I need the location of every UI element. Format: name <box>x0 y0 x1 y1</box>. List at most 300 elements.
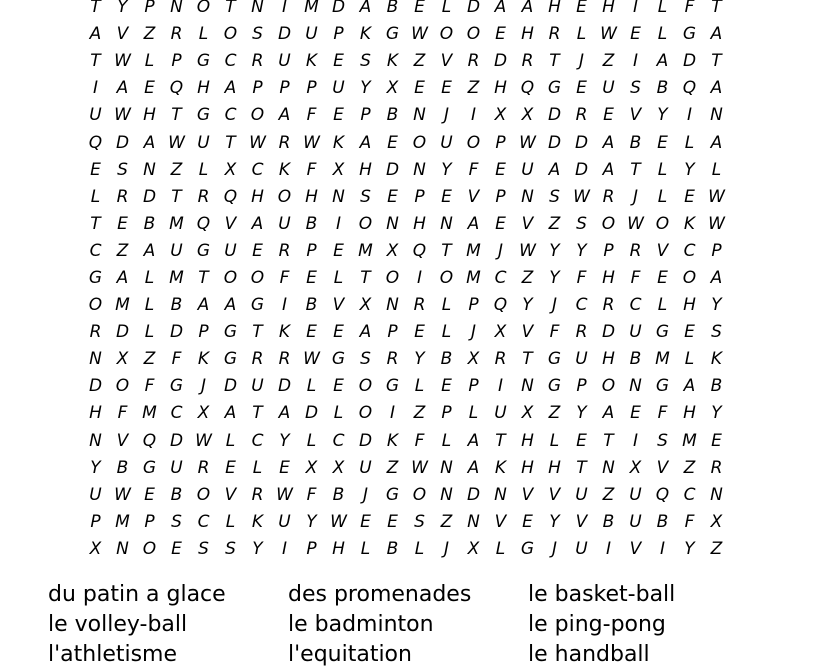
grid-letter[interactable]: G <box>142 457 157 478</box>
grid-letter[interactable]: E <box>333 51 344 72</box>
grid-letter[interactable]: T <box>252 322 263 343</box>
grid-letter[interactable]: F <box>171 349 182 370</box>
grid-letter[interactable]: O <box>412 132 427 153</box>
grid-letter[interactable]: P <box>333 24 344 45</box>
grid-letter[interactable]: L <box>414 376 425 397</box>
grid-letter[interactable]: H <box>521 24 534 45</box>
grid-letter[interactable]: U <box>89 105 102 126</box>
grid-letter[interactable]: X <box>710 511 723 532</box>
grid-letter[interactable]: N <box>521 376 534 397</box>
grid-letter[interactable]: E <box>495 213 506 234</box>
grid-letter[interactable]: N <box>170 0 183 18</box>
grid-letter[interactable]: Y <box>414 349 425 370</box>
grid-letter[interactable]: G <box>655 376 670 397</box>
grid-letter[interactable]: U <box>521 159 534 180</box>
grid-letter[interactable]: W <box>411 457 428 478</box>
grid-letter[interactable]: C <box>251 159 264 180</box>
grid-letter[interactable]: A <box>467 213 480 234</box>
grid-letter[interactable]: T <box>522 349 533 370</box>
grid-letter[interactable]: L <box>684 132 695 153</box>
grid-letter[interactable]: E <box>144 78 155 99</box>
grid-letter[interactable]: Z <box>683 457 696 478</box>
grid-letter[interactable]: B <box>440 349 453 370</box>
grid-letter[interactable]: T <box>171 186 182 207</box>
grid-letter[interactable]: H <box>548 0 561 18</box>
grid-letter[interactable]: E <box>441 186 452 207</box>
grid-letter[interactable]: Q <box>223 186 238 207</box>
grid-letter[interactable]: L <box>576 24 587 45</box>
grid-letter[interactable]: Z <box>602 51 615 72</box>
grid-letter[interactable]: L <box>684 349 695 370</box>
grid-letter[interactable]: E <box>576 78 587 99</box>
grid-letter[interactable]: M <box>169 267 184 288</box>
grid-letter[interactable]: B <box>305 295 318 316</box>
grid-letter[interactable]: A <box>683 376 696 397</box>
grid-letter[interactable]: E <box>576 430 587 451</box>
grid-letter[interactable]: L <box>441 0 452 18</box>
grid-letter[interactable]: N <box>440 457 453 478</box>
grid-letter[interactable]: T <box>711 51 722 72</box>
grid-letter[interactable]: O <box>358 376 373 397</box>
grid-letter[interactable]: P <box>360 105 371 126</box>
grid-letter[interactable]: D <box>169 430 184 451</box>
grid-letter[interactable]: P <box>495 186 506 207</box>
grid-letter[interactable]: O <box>277 186 292 207</box>
grid-letter[interactable]: W <box>573 186 590 207</box>
grid-letter[interactable]: O <box>358 213 373 234</box>
grid-letter[interactable]: D <box>466 0 481 18</box>
grid-letter[interactable]: M <box>115 511 130 532</box>
grid-letter[interactable]: J <box>443 105 449 126</box>
grid-letter[interactable]: T <box>630 159 641 180</box>
grid-letter[interactable]: S <box>630 78 641 99</box>
grid-letter[interactable]: B <box>170 295 183 316</box>
grid-letter[interactable]: X <box>467 538 480 559</box>
grid-letter[interactable]: G <box>547 78 562 99</box>
grid-letter[interactable]: B <box>629 132 642 153</box>
grid-letter[interactable]: G <box>682 24 697 45</box>
grid-letter[interactable]: P <box>468 295 479 316</box>
grid-letter[interactable]: B <box>386 105 399 126</box>
grid-letter[interactable]: C <box>170 403 183 424</box>
grid-letter[interactable]: G <box>196 240 211 261</box>
grid-letter[interactable]: C <box>89 240 102 261</box>
grid-letter[interactable]: Q <box>655 484 670 505</box>
grid-letter[interactable]: H <box>494 78 507 99</box>
grid-letter[interactable]: G <box>88 267 103 288</box>
grid-letter[interactable]: Y <box>711 295 722 316</box>
grid-letter[interactable]: O <box>196 484 211 505</box>
grid-letter[interactable]: S <box>360 51 371 72</box>
grid-letter[interactable]: I <box>92 78 98 99</box>
grid-letter[interactable]: D <box>547 105 562 126</box>
grid-letter[interactable]: U <box>575 349 588 370</box>
grid-letter[interactable]: U <box>224 240 237 261</box>
grid-letter[interactable]: A <box>602 403 615 424</box>
grid-letter[interactable]: E <box>387 132 398 153</box>
grid-letter[interactable]: F <box>684 0 695 18</box>
grid-letter[interactable]: O <box>412 484 427 505</box>
grid-letter[interactable]: S <box>657 430 668 451</box>
grid-letter[interactable]: S <box>117 159 128 180</box>
grid-letter[interactable]: F <box>468 159 479 180</box>
grid-letter[interactable]: G <box>520 538 535 559</box>
grid-letter[interactable]: P <box>576 376 587 397</box>
grid-letter[interactable]: O <box>250 267 265 288</box>
grid-letter[interactable]: C <box>683 484 696 505</box>
grid-letter[interactable]: E <box>360 511 371 532</box>
grid-letter[interactable]: X <box>494 322 507 343</box>
grid-letter[interactable]: I <box>389 403 395 424</box>
grid-letter[interactable]: U <box>278 213 291 234</box>
grid-letter[interactable]: H <box>305 186 318 207</box>
grid-letter[interactable]: T <box>576 457 587 478</box>
grid-letter[interactable]: S <box>198 538 209 559</box>
grid-letter[interactable]: E <box>684 322 695 343</box>
grid-letter[interactable]: R <box>413 295 426 316</box>
grid-letter[interactable]: B <box>386 538 399 559</box>
grid-letter[interactable]: N <box>251 0 264 18</box>
grid-letter[interactable]: E <box>657 267 668 288</box>
grid-letter[interactable]: H <box>683 403 696 424</box>
grid-letter[interactable]: Z <box>602 484 615 505</box>
grid-letter[interactable]: M <box>142 403 157 424</box>
grid-letter[interactable]: Q <box>682 78 697 99</box>
grid-letter[interactable]: Z <box>386 457 399 478</box>
grid-letter[interactable]: V <box>521 213 534 234</box>
grid-letter[interactable]: Y <box>576 403 587 424</box>
grid-letter[interactable]: T <box>171 105 182 126</box>
grid-letter[interactable]: Y <box>441 159 452 180</box>
grid-letter[interactable]: C <box>224 51 237 72</box>
grid-letter[interactable]: Y <box>684 538 695 559</box>
grid-letter[interactable]: Y <box>360 78 371 99</box>
grid-letter[interactable]: J <box>200 376 206 397</box>
grid-letter[interactable]: R <box>251 484 264 505</box>
grid-letter[interactable]: I <box>335 213 341 234</box>
grid-letter[interactable]: V <box>656 240 669 261</box>
grid-letter[interactable]: X <box>116 349 129 370</box>
grid-letter[interactable]: E <box>279 457 290 478</box>
grid-letter[interactable]: W <box>114 484 131 505</box>
grid-letter[interactable]: V <box>116 24 129 45</box>
grid-letter[interactable]: O <box>115 376 130 397</box>
grid-letter[interactable]: S <box>414 511 425 532</box>
grid-letter[interactable]: V <box>521 484 534 505</box>
grid-letter[interactable]: R <box>467 51 480 72</box>
grid-letter[interactable]: L <box>144 322 155 343</box>
grid-letter[interactable]: H <box>521 457 534 478</box>
grid-letter[interactable]: L <box>657 159 668 180</box>
grid-letter[interactable]: N <box>332 186 345 207</box>
grid-letter[interactable]: E <box>90 159 101 180</box>
grid-letter[interactable]: X <box>386 78 399 99</box>
grid-letter[interactable]: U <box>170 457 183 478</box>
grid-letter[interactable]: V <box>224 484 237 505</box>
grid-letter[interactable]: R <box>629 240 642 261</box>
grid-letter[interactable]: L <box>333 403 344 424</box>
grid-letter[interactable]: O <box>142 538 157 559</box>
grid-letter[interactable]: L <box>306 430 317 451</box>
grid-letter[interactable]: P <box>198 322 209 343</box>
grid-letter[interactable]: B <box>170 484 183 505</box>
grid-letter[interactable]: F <box>576 267 587 288</box>
grid-letter[interactable]: U <box>332 78 345 99</box>
grid-letter[interactable]: C <box>683 240 696 261</box>
grid-letter[interactable]: A <box>710 78 723 99</box>
grid-letter[interactable]: S <box>360 186 371 207</box>
grid-letter[interactable]: C <box>629 295 642 316</box>
grid-letter[interactable]: E <box>495 24 506 45</box>
grid-letter[interactable]: X <box>224 159 237 180</box>
grid-letter[interactable]: V <box>629 105 642 126</box>
grid-letter[interactable]: P <box>90 511 101 532</box>
grid-letter[interactable]: R <box>197 457 210 478</box>
grid-letter[interactable]: P <box>279 78 290 99</box>
grid-letter[interactable]: O <box>655 213 670 234</box>
grid-letter[interactable]: T <box>90 0 101 18</box>
grid-letter[interactable]: X <box>629 457 642 478</box>
grid-letter[interactable]: E <box>414 322 425 343</box>
grid-letter[interactable]: R <box>170 24 183 45</box>
grid-letter[interactable]: V <box>548 484 561 505</box>
grid-letter[interactable]: A <box>521 0 534 18</box>
grid-letter[interactable]: Y <box>549 240 560 261</box>
grid-letter[interactable]: N <box>629 376 642 397</box>
grid-letter[interactable]: N <box>386 213 399 234</box>
grid-letter[interactable]: Y <box>711 403 722 424</box>
grid-letter[interactable]: E <box>630 403 641 424</box>
grid-letter[interactable]: D <box>142 186 157 207</box>
grid-letter[interactable]: K <box>386 430 399 451</box>
grid-letter[interactable]: B <box>116 457 129 478</box>
grid-letter[interactable]: Z <box>413 51 426 72</box>
grid-letter[interactable]: E <box>117 213 128 234</box>
grid-letter[interactable]: K <box>305 51 318 72</box>
grid-letter[interactable]: R <box>602 186 615 207</box>
grid-letter[interactable]: F <box>630 267 641 288</box>
grid-letter[interactable]: D <box>115 322 130 343</box>
grid-letter[interactable]: G <box>547 376 562 397</box>
grid-letter[interactable]: F <box>306 159 317 180</box>
grid-letter[interactable]: Z <box>548 403 561 424</box>
grid-letter[interactable]: A <box>224 78 237 99</box>
grid-letter[interactable]: K <box>251 511 264 532</box>
grid-letter[interactable]: G <box>331 349 346 370</box>
grid-letter[interactable]: T <box>360 267 371 288</box>
grid-letter[interactable]: L <box>252 457 263 478</box>
grid-letter[interactable]: E <box>333 376 344 397</box>
grid-letter[interactable]: F <box>279 267 290 288</box>
grid-letter[interactable]: K <box>683 213 696 234</box>
grid-letter[interactable]: L <box>144 51 155 72</box>
grid-letter[interactable]: D <box>601 322 616 343</box>
grid-letter[interactable]: K <box>359 24 372 45</box>
grid-letter[interactable]: J <box>470 322 476 343</box>
grid-letter[interactable]: P <box>306 538 317 559</box>
grid-letter[interactable]: I <box>470 105 476 126</box>
grid-letter[interactable]: E <box>495 159 506 180</box>
grid-letter[interactable]: S <box>171 511 182 532</box>
grid-letter[interactable]: E <box>306 267 317 288</box>
grid-letter[interactable]: W <box>303 132 320 153</box>
grid-letter[interactable]: B <box>386 0 399 18</box>
grid-letter[interactable]: B <box>710 376 723 397</box>
grid-letter[interactable]: B <box>332 484 345 505</box>
grid-letter[interactable]: G <box>385 376 400 397</box>
grid-letter[interactable]: U <box>575 538 588 559</box>
grid-letter[interactable]: A <box>602 132 615 153</box>
grid-letter[interactable]: R <box>575 322 588 343</box>
grid-letter[interactable]: E <box>387 186 398 207</box>
grid-letter[interactable]: Q <box>88 132 103 153</box>
grid-letter[interactable]: H <box>548 457 561 478</box>
grid-letter[interactable]: P <box>603 240 614 261</box>
grid-letter[interactable]: K <box>710 349 723 370</box>
grid-letter[interactable]: U <box>602 78 615 99</box>
grid-letter[interactable]: K <box>332 132 345 153</box>
grid-letter[interactable]: L <box>360 538 371 559</box>
grid-letter[interactable]: I <box>281 295 287 316</box>
grid-letter[interactable]: Y <box>549 267 560 288</box>
grid-letter[interactable]: L <box>657 24 668 45</box>
grid-letter[interactable]: G <box>223 349 238 370</box>
grid-letter[interactable]: L <box>225 511 236 532</box>
grid-letter[interactable]: P <box>468 376 479 397</box>
grid-letter[interactable]: G <box>169 376 184 397</box>
grid-letter[interactable]: R <box>278 240 291 261</box>
grid-letter[interactable]: T <box>225 0 236 18</box>
grid-letter[interactable]: O <box>601 376 616 397</box>
grid-letter[interactable]: T <box>549 51 560 72</box>
grid-letter[interactable]: O <box>601 213 616 234</box>
grid-letter[interactable]: Y <box>90 457 101 478</box>
grid-letter[interactable]: P <box>144 511 155 532</box>
grid-letter[interactable]: Z <box>143 349 156 370</box>
grid-letter[interactable]: W <box>708 186 725 207</box>
grid-letter[interactable]: J <box>443 538 449 559</box>
grid-letter[interactable]: M <box>304 0 319 18</box>
grid-letter[interactable]: X <box>332 457 345 478</box>
grid-letter[interactable]: K <box>494 457 507 478</box>
grid-letter[interactable]: E <box>603 105 614 126</box>
grid-letter[interactable]: Q <box>520 78 535 99</box>
grid-letter[interactable]: P <box>144 0 155 18</box>
grid-letter[interactable]: L <box>144 295 155 316</box>
grid-letter[interactable]: N <box>710 484 723 505</box>
grid-letter[interactable]: D <box>277 376 292 397</box>
grid-letter[interactable]: L <box>549 430 560 451</box>
grid-letter[interactable]: E <box>144 484 155 505</box>
grid-letter[interactable]: H <box>602 267 615 288</box>
grid-letter[interactable]: L <box>306 376 317 397</box>
grid-letter[interactable]: L <box>657 186 668 207</box>
grid-letter[interactable]: O <box>439 267 454 288</box>
grid-letter[interactable]: S <box>252 24 263 45</box>
grid-letter[interactable]: E <box>441 376 452 397</box>
grid-letter[interactable]: Q <box>412 240 427 261</box>
grid-letter[interactable]: D <box>277 24 292 45</box>
grid-letter[interactable]: F <box>306 484 317 505</box>
grid-letter[interactable]: G <box>655 322 670 343</box>
grid-letter[interactable]: U <box>629 484 642 505</box>
grid-letter[interactable]: N <box>386 295 399 316</box>
grid-letter[interactable]: E <box>522 511 533 532</box>
grid-letter[interactable]: A <box>278 105 291 126</box>
grid-letter[interactable]: W <box>519 240 536 261</box>
grid-letter[interactable]: A <box>197 295 210 316</box>
grid-letter[interactable]: L <box>333 267 344 288</box>
grid-letter[interactable]: O <box>682 267 697 288</box>
grid-letter[interactable]: P <box>495 132 506 153</box>
grid-letter[interactable]: D <box>547 132 562 153</box>
grid-letter[interactable]: A <box>602 159 615 180</box>
grid-letter[interactable]: O <box>223 24 238 45</box>
grid-letter[interactable]: B <box>305 213 318 234</box>
grid-letter[interactable]: E <box>306 322 317 343</box>
grid-letter[interactable]: D <box>682 51 697 72</box>
grid-letter[interactable]: R <box>575 105 588 126</box>
grid-letter[interactable]: W <box>249 132 266 153</box>
grid-letter[interactable]: X <box>197 403 210 424</box>
grid-letter[interactable]: P <box>306 78 317 99</box>
grid-letter[interactable]: W <box>519 132 536 153</box>
grid-letter[interactable]: X <box>494 105 507 126</box>
grid-letter[interactable]: U <box>494 403 507 424</box>
grid-letter[interactable]: J <box>578 51 584 72</box>
grid-letter[interactable]: S <box>576 213 587 234</box>
grid-letter[interactable]: N <box>413 159 426 180</box>
grid-letter[interactable]: D <box>493 51 508 72</box>
grid-letter[interactable]: L <box>198 24 209 45</box>
grid-letter[interactable]: R <box>602 295 615 316</box>
grid-letter[interactable]: P <box>171 51 182 72</box>
grid-letter[interactable]: N <box>116 538 129 559</box>
grid-letter[interactable]: I <box>605 538 611 559</box>
grid-letter[interactable]: N <box>89 349 102 370</box>
grid-letter[interactable]: H <box>602 0 615 18</box>
grid-letter[interactable]: D <box>574 159 589 180</box>
grid-letter[interactable]: U <box>278 511 291 532</box>
grid-letter[interactable]: D <box>466 484 481 505</box>
grid-letter[interactable]: G <box>385 484 400 505</box>
grid-letter[interactable]: Y <box>117 0 128 18</box>
grid-letter[interactable]: L <box>495 538 506 559</box>
grid-letter[interactable]: H <box>359 159 372 180</box>
grid-letter[interactable]: A <box>89 24 102 45</box>
grid-letter[interactable]: H <box>413 213 426 234</box>
grid-letter[interactable]: S <box>711 322 722 343</box>
grid-letter[interactable]: Q <box>142 430 157 451</box>
grid-letter[interactable]: W <box>114 51 131 72</box>
grid-letter[interactable]: P <box>387 322 398 343</box>
grid-letter[interactable]: U <box>89 484 102 505</box>
grid-letter[interactable]: A <box>116 267 129 288</box>
grid-letter[interactable]: F <box>117 403 128 424</box>
grid-letter[interactable]: P <box>441 403 452 424</box>
grid-letter[interactable]: E <box>576 0 587 18</box>
grid-letter[interactable]: K <box>386 51 399 72</box>
grid-letter[interactable]: Z <box>413 403 426 424</box>
grid-letter[interactable]: J <box>551 538 557 559</box>
grid-letter[interactable]: W <box>330 511 347 532</box>
grid-letter[interactable]: O <box>358 403 373 424</box>
grid-letter[interactable]: G <box>547 349 562 370</box>
grid-letter[interactable]: M <box>682 430 697 451</box>
grid-letter[interactable]: R <box>494 349 507 370</box>
grid-letter[interactable]: U <box>278 51 291 72</box>
grid-letter[interactable]: P <box>306 240 317 261</box>
